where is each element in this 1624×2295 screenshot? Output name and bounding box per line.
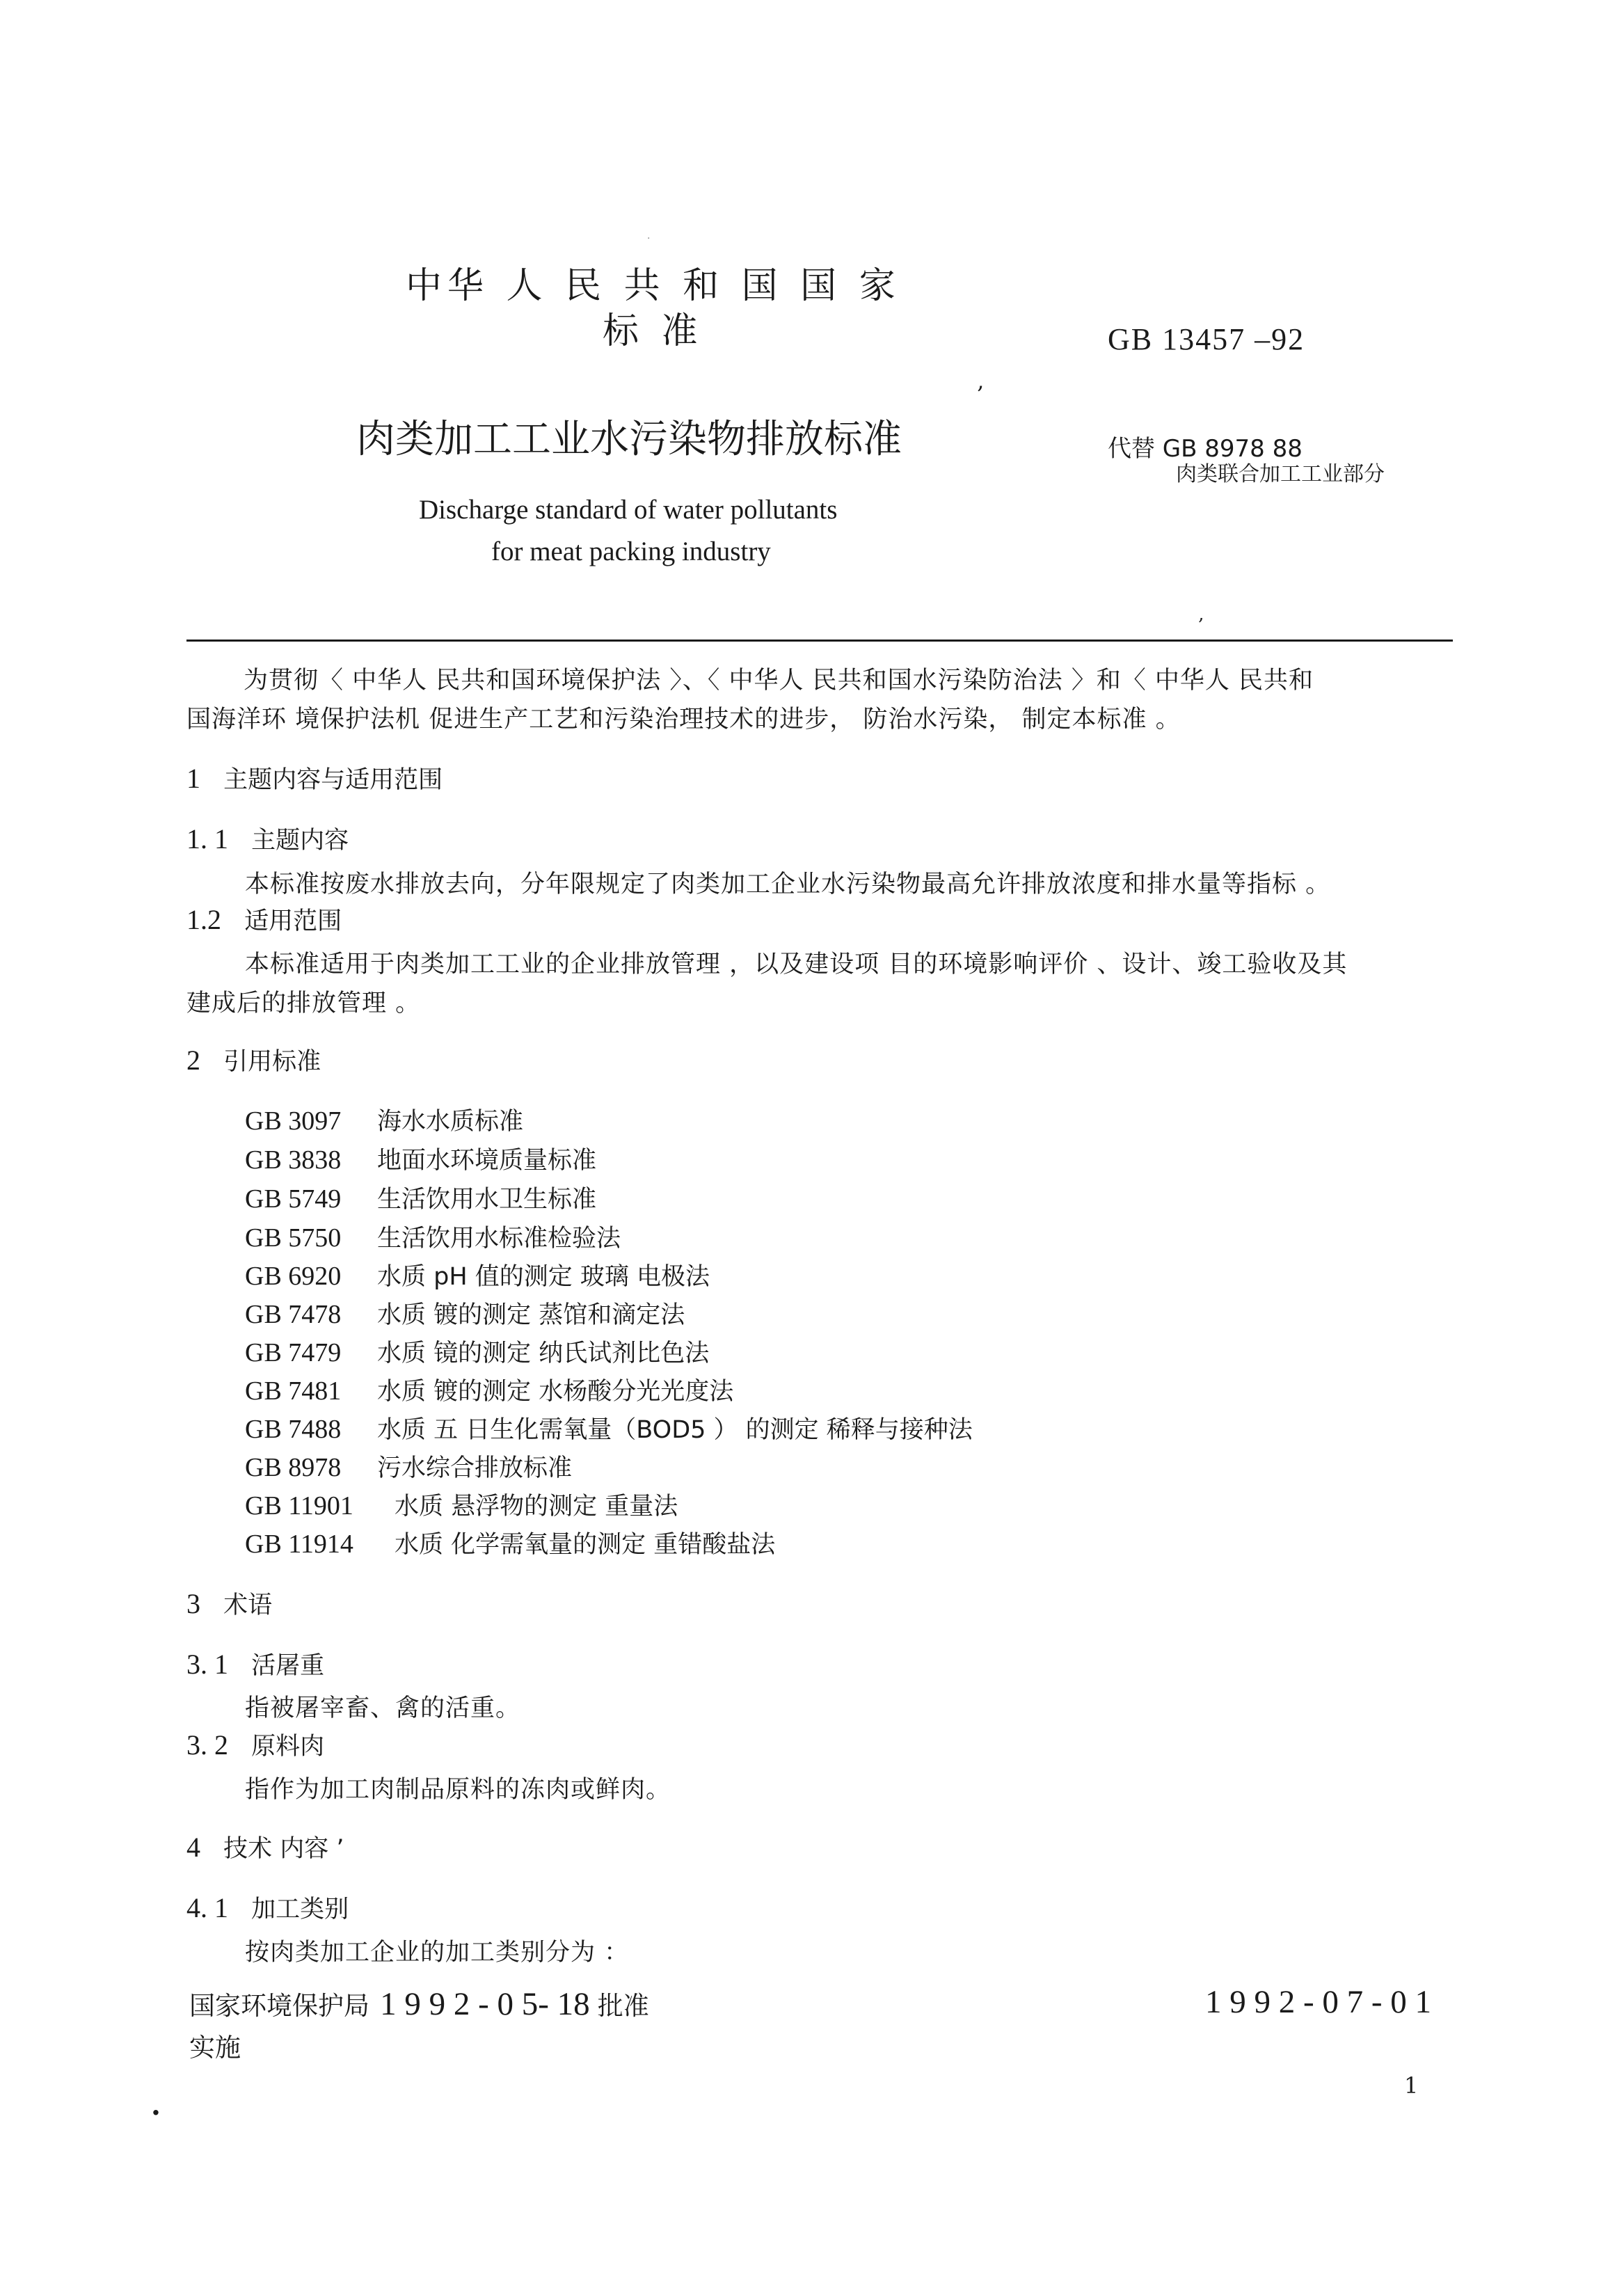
- reference-item: [245, 1525, 775, 1560]
- section-4-title: 技术 内容 ’: [223, 1835, 344, 1863]
- issuer: 国家环境保护局: [189, 1991, 369, 2021]
- approve-label: 批准: [597, 1991, 649, 2021]
- subsection-4-1-text: 按肉类加工企业的加工类别分为 ：: [245, 1939, 630, 1967]
- section-4-heading: [186, 1829, 344, 1864]
- subsection-1-2-title: 适用范围: [244, 907, 342, 935]
- subsection-1-2-heading: [186, 902, 342, 937]
- reference-item: [245, 1372, 733, 1407]
- subsection-1-1-number: 1. 1: [186, 823, 228, 855]
- subsection-3-2-title: 原料肉: [251, 1733, 325, 1761]
- reference-title: 地面水环境质量标准: [377, 1147, 597, 1175]
- reference-code: GB 5750: [245, 1223, 342, 1253]
- subsection-3-1-title: 活屠重: [251, 1652, 325, 1680]
- reference-item: [245, 1219, 621, 1254]
- subsection-1-2-number: 1.2: [186, 904, 221, 935]
- section-1-number: 1: [186, 763, 200, 794]
- subsection-1-1-text: 本标准按废水排放去向，分年限规定了肉类加工企业水污染物最高允许排放浓度和排水量等指标 。: [245, 871, 1331, 898]
- reference-item: [245, 1296, 685, 1331]
- reference-title: 水质 镀的测定 蒸馆和滴定法: [377, 1301, 685, 1329]
- reference-title: 水质 悬浮物的测定 重量法: [395, 1493, 678, 1520]
- effective-label: 实施: [189, 2033, 241, 2063]
- reference-title: 水质 pH 值的测定 玻璃 电极法: [377, 1263, 710, 1291]
- comma-mark-2: ‚: [1198, 604, 1204, 625]
- reference-code: GB 6920: [245, 1262, 342, 1291]
- title-en-line2: for meat packing industry: [491, 537, 771, 566]
- reference-code: GB 3838: [245, 1145, 342, 1175]
- reference-code: GB 11914: [245, 1530, 353, 1559]
- reference-item: [245, 1180, 596, 1215]
- reference-item: [245, 1411, 973, 1445]
- section-2-heading: [186, 1042, 321, 1077]
- reference-code: GB 3097: [245, 1106, 342, 1136]
- reference-item: [245, 1141, 596, 1176]
- stray-dot: .: [151, 2089, 161, 2122]
- reference-title: 海水水质标准: [377, 1108, 524, 1136]
- reference-item: [245, 1257, 710, 1292]
- country-line: 中华 人 民 共 和 国 国 家: [406, 265, 901, 307]
- subsection-4-1-heading: [186, 1890, 349, 1925]
- section-2-title: 引用标准: [223, 1048, 321, 1076]
- reference-code: GB 8978: [245, 1453, 342, 1482]
- reference-title: 水质 镜的测定 纳氏试剂比色法: [377, 1340, 710, 1367]
- reference-code: GB 7479: [245, 1338, 342, 1367]
- subsection-3-1-heading: [186, 1646, 324, 1681]
- reference-code: GB 7481: [245, 1376, 342, 1406]
- intro-line2: 国海洋环 境保护法机 促进生产工艺和污染治理技术的进步， 防治水污染， 制定本标准 。: [186, 706, 1181, 733]
- subsection-1-2-text-line2: 建成后的排放管理 。: [186, 990, 421, 1017]
- replaces-line2: 肉类联合加工工业部分: [1176, 462, 1385, 486]
- section-1-heading: [186, 761, 443, 795]
- reference-code: GB 11901: [245, 1491, 353, 1520]
- section-3-title: 术语: [223, 1591, 273, 1619]
- stray-mark-top: ·: [647, 233, 651, 244]
- reference-title: 污水综合排放标准: [377, 1454, 573, 1482]
- section-2-number: 2: [186, 1045, 200, 1076]
- section-1-title: 主题内容与适用范围: [223, 766, 443, 794]
- reference-code: GB 7478: [245, 1300, 342, 1329]
- section-3-number: 3: [186, 1588, 200, 1619]
- reference-item: [245, 1334, 709, 1369]
- gb-number: GB 13457 –92: [1108, 322, 1305, 356]
- subsection-3-1-text: 指被屠宰畜、禽的活重。: [245, 1694, 521, 1722]
- reference-code: GB 5749: [245, 1184, 342, 1214]
- subsection-3-1-number: 3. 1: [186, 1649, 228, 1680]
- subsection-4-1-number: 4. 1: [186, 1892, 228, 1923]
- replaces-line1: 代替 GB 8978 88: [1108, 435, 1303, 463]
- subsection-1-2-text-line1: 本标准适用于肉类加工工业的企业排放管理 ，以及建设项 目的环境影响评价 、设计、竣工验收及其: [245, 951, 1348, 978]
- subsection-1-1-heading: [186, 821, 349, 856]
- title-cn: 肉类加工工业水污染物排放标准: [356, 417, 902, 462]
- intro-line1: 为贯彻〈 中华人 民共和国环境保护法 〉、〈 中华人 民共和国水污染防治法 〉和〈 中华人 民共和: [244, 667, 1314, 694]
- effective-date: 1 9 9 2 - 0 7 - 0 1: [1205, 1984, 1432, 2020]
- reference-title: 生活饮用水卫生标准: [377, 1186, 597, 1214]
- subsection-3-2-text: 指作为加工肉制品原料的冻肉或鲜肉。: [245, 1776, 671, 1804]
- approval-line: [189, 1985, 649, 2023]
- subsection-3-2-number: 3. 2: [186, 1729, 228, 1761]
- standard-line: 标 准: [603, 310, 703, 352]
- approve-date: 1 9 9 2 - 0 5- 18: [380, 1986, 590, 2022]
- subsection-1-1-title: 主题内容: [251, 827, 349, 855]
- section-3-heading: [186, 1586, 272, 1621]
- reference-title: 水质 化学需氧量的测定 重错酸盐法: [395, 1531, 776, 1559]
- section-4-number: 4: [186, 1832, 200, 1863]
- reference-item: [245, 1487, 678, 1522]
- reference-title: 水质 镀的测定 水杨酸分光光度法: [377, 1378, 734, 1406]
- reference-title: 水质 五 日生化需氧量（BOD5 ） 的测定 稀释与接种法: [377, 1416, 973, 1444]
- reference-item: [245, 1102, 523, 1137]
- reference-item: [245, 1449, 572, 1484]
- reference-title: 生活饮用水标准检验法: [377, 1225, 621, 1253]
- header-divider: [186, 640, 1453, 642]
- subsection-3-2-heading: [186, 1727, 324, 1762]
- title-en-line1: Discharge standard of water pollutants: [419, 495, 838, 525]
- subsection-4-1-title: 加工类别: [251, 1896, 349, 1923]
- comma-mark: ‚: [977, 367, 985, 394]
- page-number: 1: [1404, 2072, 1419, 2099]
- reference-code: GB 7488: [245, 1415, 342, 1444]
